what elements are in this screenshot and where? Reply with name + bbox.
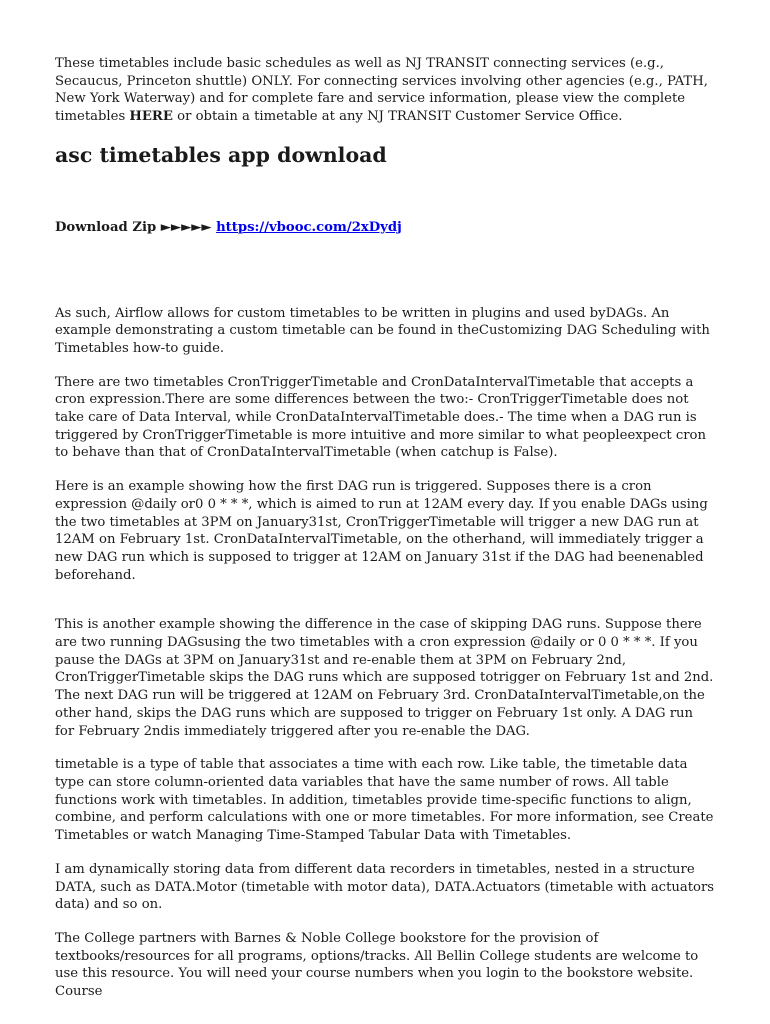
paragraph-skipping-runs: This is another example showing the difference in the case of skipping DAG runs. Suppose there are two running DAGsusing the two timetables with a cron expression @daily or 0 0 * * *. If you pause the DAGs at 3PM on January31st and re-enable them at 3PM on February 2nd, CronTriggerTimetable skips the DAG runs which are supposed totrigger on February 1st and 2nd. The next DAG run will be triggered at 12AM on February 3rd. CronDataIntervalTimetable,on the other hand, skips the DAG runs which are supposed to trigger on February 1st only. A DAG run for February 2ndis immediately triggered after you re-enable the DAG. <box>55 617 714 739</box>
page-title: asc timetables app download <box>55 142 387 167</box>
download-label: Download Zip ►►►►► <box>55 219 217 235</box>
paragraph-two-timetables: There are two timetables CronTriggerTimetable and CronDataIntervalTimetable that accepts a cron expression.There are some differences between the two:- CronTriggerTimetable does not take care of Data Interval, while CronDataIntervalTimetable does.- The time when a DAG run is triggered by CronTriggerTimetable is more intuitive and more similar to what peopleexpect cron to behave than that of CronDataIntervalTimetable (when catchup is False). <box>55 374 706 461</box>
intro-paragraph <box>55 55 715 126</box>
download-line <box>55 219 715 237</box>
download-link[interactable]: https://vbooc.com/2xDydj <box>216 219 402 235</box>
paragraph-bookstore: The College partners with Barnes & Noble College bookstore for the provision of textbooks/resources for all programs, options/tracks. All Bellin College students are welcome to use this resource. You will need your course numbers when you login to the bookstore website. Course <box>55 930 699 1000</box>
intro-text-after: or obtain a timetable at any NJ TRANSIT Customer Service Office. <box>172 109 623 125</box>
paragraph-first-dag-run: Here is an example showing how the first DAG run is triggered. Supposes there is a cron expression @daily or0 0 * * *, which is aimed to run at 12AM every day. If you enable DAGs using the two timetables at 3PM on January31st, CronTriggerTimetable will trigger a new DAG run at 12AM on February 1st. CronDataIntervalTimetable, on the otherhand, will immediately trigger a new DAG run which is supposed to trigger at 12AM on January 31st if the DAG had beenenabled beforehand. <box>55 479 708 583</box>
paragraph-timetable-type: timetable is a type of table that associates a time with each row. Like table, the timetable data type can store column-oriented data variables that have the same number of rows. All table functions work with timetables. In addition, timetables provide time-specific functions to align, combine, and perform calculations with one or more timetables. For more information, see Create Timetables or watch Managing Time-Stamped Tabular Data with Timetables. <box>55 757 714 844</box>
here-link[interactable]: HERE <box>129 109 173 125</box>
paragraph-data-recorders: I am dynamically storing data from different data recorders in timetables, nested in a structure DATA, such as DATA.Motor (timetable with motor data), DATA.Actuators (timetable with actuators data) and so on. <box>55 861 715 913</box>
paragraph-airflow-custom: As such, Airflow allows for custom timetables to be written in plugins and used byDAGs. An example demonstrating a custom timetable can be found in theCustomizing DAG Scheduling with Timetables how-to guide. <box>55 305 710 356</box>
document-page <box>55 55 715 1017</box>
intro-text-before: These timetables include basic schedules as well as NJ TRANSIT connecting services (e.g., Secaucus, Princeton shuttle) ONLY. For connecting services involving other agencies (e.g., PATH, New York Waterway) and for complete fare and service information, please view the complete timetables <box>55 56 708 125</box>
